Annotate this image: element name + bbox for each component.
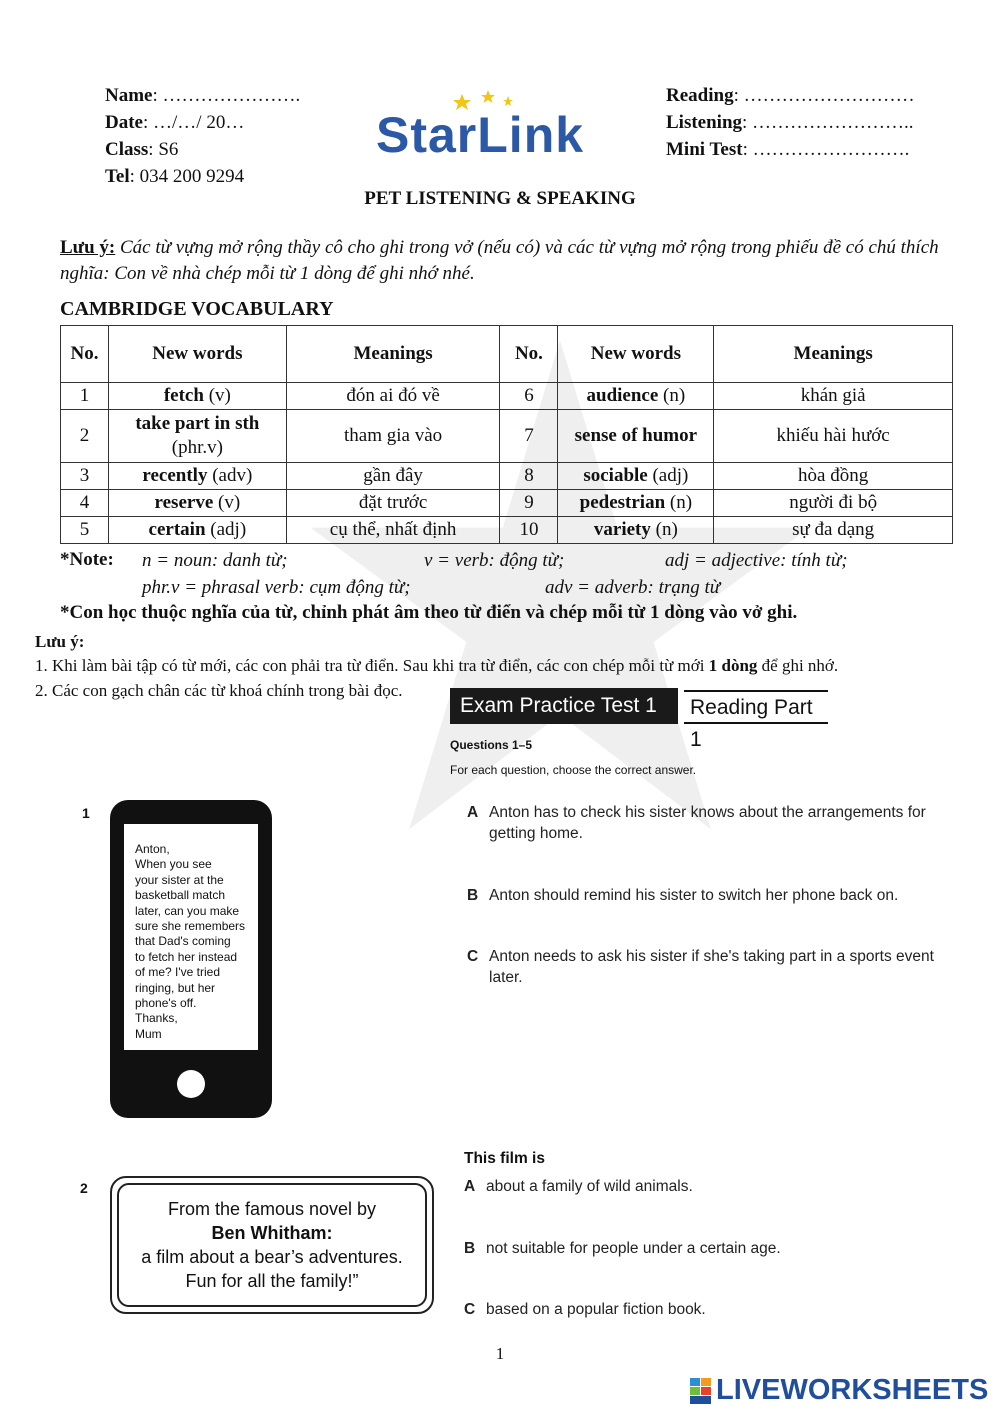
part-of-speech: (v): [213, 492, 241, 513]
new-word: take part in sth: [135, 413, 260, 434]
option-letter: A: [464, 1178, 476, 1195]
option-b[interactable]: [467, 885, 937, 907]
part-of-speech: (phr.v): [171, 437, 223, 458]
message-line: phone's off.: [135, 996, 197, 1011]
message-line: later, can you make: [135, 903, 240, 918]
header-meanings: Meanings: [286, 326, 500, 383]
message-line: Mum: [135, 1026, 162, 1041]
reading-line: Reading: ………………………: [666, 85, 915, 106]
name-line: Name: ………………….: [105, 85, 301, 106]
question-number: 2: [80, 1180, 88, 1196]
part-of-speech: (adj): [205, 519, 247, 540]
page-title: PET LISTENING & SPEAKING: [364, 188, 636, 209]
new-word-cell: [558, 383, 714, 410]
pos-note-phrv: phr.v = phrasal verb: cụm động từ;: [142, 577, 411, 598]
meaning: đón ai đó về: [286, 383, 500, 410]
row-number: 6: [500, 383, 558, 410]
new-word-cell: [558, 463, 714, 490]
film-sign-text: [117, 1183, 427, 1307]
luu-y-line-2: 2. Các con gạch chân các từ khoá chính trong bài đọc.: [35, 681, 403, 700]
question-stem: This film is: [464, 1150, 545, 1167]
top-note-label: Lưu ý:: [60, 237, 116, 258]
message-line: When you see: [135, 857, 212, 872]
table-row: [61, 490, 953, 517]
page-number: 1: [495, 1344, 505, 1363]
new-word-cell: [108, 463, 286, 490]
new-word: pedestrian: [579, 492, 666, 513]
option-letter: B: [467, 887, 479, 904]
questions-instruction: For each question, choose the correct answer.: [450, 763, 697, 777]
new-word: sociable: [583, 465, 648, 486]
table-row: [61, 383, 953, 410]
option-letter: C: [467, 948, 479, 965]
row-number: 9: [500, 490, 558, 517]
header-no: No.: [61, 326, 109, 383]
option-letter: B: [464, 1240, 476, 1257]
row-number: 8: [500, 463, 558, 490]
option-letter: A: [467, 804, 479, 821]
message-line: basketball match: [135, 888, 226, 903]
table-row: [61, 410, 953, 463]
new-word: sense of humor: [574, 425, 698, 446]
sign-line: From the famous novel by: [167, 1199, 377, 1219]
header-no: No.: [500, 326, 558, 383]
option-text: Anton needs to ask his sister if she's taking part in a sports event later.: [489, 948, 934, 986]
new-word-cell: [108, 410, 286, 463]
option-c[interactable]: [464, 1299, 934, 1321]
option-a[interactable]: [467, 802, 937, 846]
luu-y-line-1-end: để ghi nhớ.: [757, 656, 839, 675]
liveworksheets-icon: [690, 1378, 712, 1404]
meaning: người đi bộ: [714, 490, 953, 517]
vocab-table: [60, 325, 953, 544]
option-b[interactable]: [464, 1238, 934, 1260]
luu-y-heading: Lưu ý:: [35, 632, 85, 651]
phone-message: [124, 824, 258, 1050]
new-word: recently: [142, 465, 208, 486]
pos-note-adv: adv = adverb: trạng từ: [545, 577, 721, 598]
minitest-line: Mini Test: …………………….: [666, 139, 910, 160]
new-word-cell: [558, 490, 714, 517]
part-of-speech: (n): [665, 492, 693, 513]
new-word: certain: [148, 519, 206, 540]
table-row: [61, 517, 953, 544]
date-line: Date: …/…/ 20…: [105, 112, 245, 133]
luu-y-line-1-bold: 1 dòng: [708, 656, 758, 675]
phone-illustration: [110, 800, 272, 1118]
meaning: cụ thể, nhất định: [286, 517, 500, 544]
message-line: Anton,: [135, 842, 170, 856]
sign-line: a film about a bear’s adventures.: [141, 1247, 403, 1267]
part-of-speech: (adv): [207, 465, 253, 486]
logo-text: StarLink: [376, 107, 585, 163]
header-new-words: New words: [108, 326, 286, 383]
questions-range: Questions 1–5: [450, 738, 533, 752]
meaning: gần đây: [286, 463, 500, 490]
meaning: khiếu hài hước: [714, 410, 953, 463]
top-note: [60, 235, 940, 287]
option-text: Anton has to check his sister knows about the arrangements for getting home.: [489, 804, 926, 842]
message-line: your sister at the: [135, 872, 224, 887]
new-word-cell: [108, 490, 286, 517]
starlink-logo: [372, 88, 612, 168]
table-header-row: [61, 326, 953, 383]
sign-line: Fun for all the family!”: [185, 1271, 359, 1291]
student-info: [105, 82, 300, 190]
message-line: Thanks,: [135, 1011, 178, 1026]
luu-y-line-1: [35, 656, 838, 676]
row-number: 4: [61, 490, 109, 517]
reading-part-label: Reading Part 1: [684, 690, 828, 724]
new-word: reserve: [154, 492, 214, 513]
sign-line-bold: Ben Whitham:: [211, 1223, 333, 1243]
listening-line: Listening: ……………………..: [666, 112, 914, 133]
liveworksheets-text: LIVEWORKSHEETS: [716, 1374, 989, 1406]
question-number: 1: [82, 805, 90, 821]
part-of-speech: (adj): [647, 465, 689, 486]
luu-y-line-1-text: 1. Khi làm bài tập có từ mới, các con phải tra từ điển. Sau khi tra từ điển, các con chép mỗi từ mới: [35, 656, 709, 675]
table-row: [61, 463, 953, 490]
option-text: about a family of wild animals.: [486, 1178, 693, 1195]
meaning: khán giả: [714, 383, 953, 410]
part-of-speech: (n): [658, 385, 686, 406]
option-letter: C: [464, 1301, 476, 1318]
row-number: 2: [61, 410, 109, 463]
header-new-words: New words: [558, 326, 714, 383]
study-instruction: *Con học thuộc nghĩa của từ, chỉnh phát âm theo từ điển và chép mỗi từ 1 dòng vào vở ghi.: [60, 602, 798, 623]
class-line: Class: S6: [105, 139, 179, 160]
option-text: not suitable for people under a certain age.: [486, 1240, 781, 1257]
vocab-title: CAMBRIDGE VOCABULARY: [60, 298, 334, 320]
exam-practice-label: Exam Practice Test 1: [450, 688, 678, 724]
score-info: [666, 82, 915, 163]
message-line: that Dad's coming: [135, 934, 231, 949]
new-word: audience: [586, 385, 659, 406]
pos-note-noun: n = noun: danh từ;: [142, 550, 288, 571]
new-word: fetch: [163, 385, 204, 406]
meaning: đặt trước: [286, 490, 500, 517]
pos-note-label: *Note:: [60, 549, 114, 570]
part-of-speech: (v): [203, 385, 231, 406]
pos-note-adj: adj = adjective: tính từ;: [665, 550, 848, 571]
new-word-cell: [108, 383, 286, 410]
meaning: sự đa dạng: [714, 517, 953, 544]
meaning: hòa đồng: [714, 463, 953, 490]
row-number: 3: [61, 463, 109, 490]
message-line: sure she remembers: [135, 919, 246, 934]
meaning: tham gia vào: [286, 410, 500, 463]
tel-line: Tel: 034 200 9294: [105, 166, 245, 187]
new-word-cell: [108, 517, 286, 544]
pos-note-verb: v = verb: động từ;: [424, 550, 565, 571]
new-word: variety: [593, 519, 651, 540]
phone-home-button-icon: [177, 1070, 205, 1098]
message-line: to fetch her instead: [135, 949, 238, 964]
row-number: 1: [61, 383, 109, 410]
option-text: based on a popular fiction book.: [486, 1301, 706, 1318]
row-number: 7: [500, 410, 558, 463]
film-sign: [110, 1176, 434, 1314]
row-number: 10: [500, 517, 558, 544]
option-text: Anton should remind his sister to switch her phone back on.: [489, 887, 899, 904]
part-of-speech: (n): [650, 519, 678, 540]
new-word-cell: [558, 410, 714, 463]
header-meanings: Meanings: [714, 326, 953, 383]
row-number: 5: [61, 517, 109, 544]
option-c[interactable]: [467, 946, 937, 990]
option-a[interactable]: [464, 1176, 934, 1198]
new-word-cell: [558, 517, 714, 544]
message-line: ringing, but her: [135, 980, 216, 995]
top-note-text: Các từ vựng mở rộng thầy cô cho ghi trong vở (nếu có) và các từ vựng mở rộng trong phiếu đề có chú thích nghĩa: Con về nhà chép mỗi từ 1 dòng để ghi nhớ nhé.: [60, 237, 939, 284]
message-line: of me? I've tried: [135, 965, 220, 980]
